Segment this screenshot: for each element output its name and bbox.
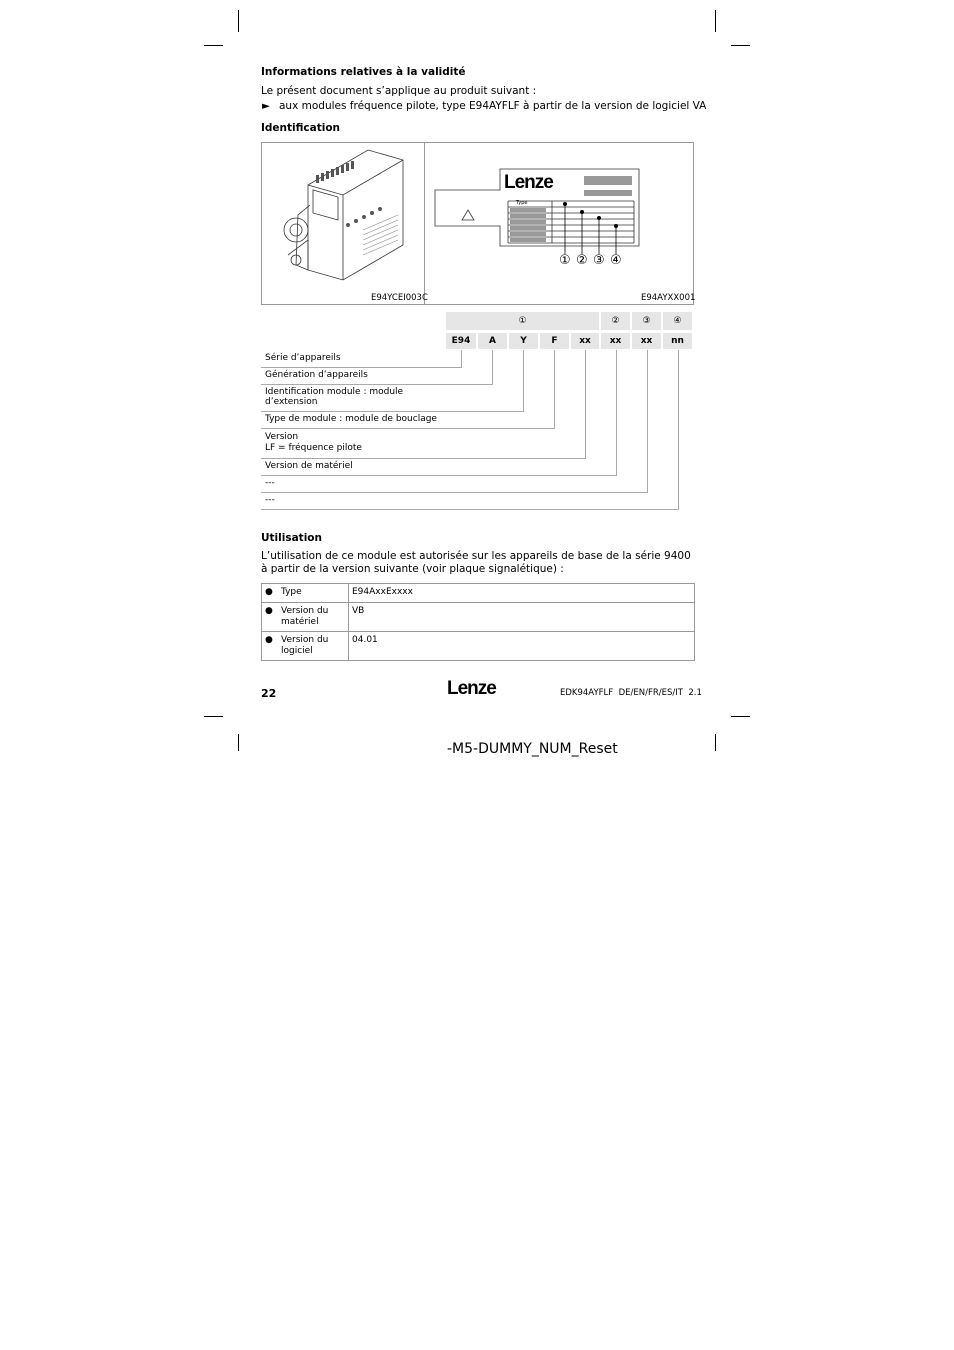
type-code-row-label: Version LF = fréquence pilote [265, 432, 362, 453]
type-code-cell: E94 [446, 333, 476, 349]
usage-table [261, 583, 695, 661]
crop-mark [715, 734, 716, 751]
type-code-cell: xx [571, 333, 599, 349]
footer-logo: Lenze [447, 678, 496, 699]
usage-heading: Utilisation [261, 532, 322, 544]
type-code-row-label: Génération d’appareils [265, 370, 368, 380]
type-code-cell: xx [632, 333, 661, 349]
type-code-cell: A [478, 333, 507, 349]
callout-2: ② [576, 253, 588, 268]
type-code-cell: xx [601, 333, 630, 349]
nameplate-logo: Lenze [504, 172, 553, 193]
callout-3: ③ [593, 253, 605, 268]
crop-mark [204, 45, 223, 46]
type-code-row-label: Type de module : module de bouclage [265, 414, 437, 424]
usage-label: Version du logiciel [281, 635, 329, 656]
type-code-row-label: Identification module : module d’extension [265, 387, 404, 407]
left-figure-code: E94YCEI003C [371, 293, 428, 303]
usage-label-cell: ● Version du logiciel [262, 632, 349, 661]
identification-heading: Identification [261, 122, 341, 134]
type-code-row-label: --- [265, 478, 275, 488]
table-row [262, 603, 695, 632]
crop-mark [238, 734, 239, 751]
type-code-group-1: ① [446, 312, 599, 330]
bullet-arrow: ► [262, 100, 271, 112]
type-code-group-4: ④ [663, 312, 692, 330]
doc-code: EDK94AYFLF DE/EN/FR/ES/IT 2.1 [560, 688, 702, 698]
module-illustration [268, 145, 420, 293]
right-figure-code: E94AYXX001 [641, 293, 696, 303]
crop-mark [731, 716, 750, 717]
type-code-row-label: --- [265, 495, 275, 505]
usage-label-cell: ● Version du matériel [262, 603, 349, 632]
usage-text: L’utilisation de ce module est autorisée sur les appareils de base de la série 9400 à partir de la version suivante (voir plaque signalétique) : [261, 550, 691, 575]
usage-label: Version du matériel [281, 606, 329, 627]
type-code-group-3: ③ [632, 312, 661, 330]
callout-1: ① [559, 253, 571, 268]
crop-mark [238, 10, 239, 32]
validity-bullet: aux modules fréquence pilote, type E94AYFLF à partir de la version de logiciel VA [279, 100, 707, 112]
crop-mark [731, 45, 750, 46]
table-row [262, 584, 695, 603]
page-number: 22 [261, 687, 277, 700]
crop-mark [204, 716, 223, 717]
type-code-cell: F [540, 333, 569, 349]
nameplate-type-label: Type [516, 200, 528, 206]
dummy-label: -M5-DUMMY_NUM_Reset [447, 741, 618, 757]
type-code-row-label: Version de matériel [265, 461, 353, 471]
usage-value: VB [349, 603, 695, 632]
table-row [262, 632, 695, 661]
type-code-row-label: Série d’appareils [265, 353, 341, 363]
usage-label: Type [281, 587, 302, 597]
usage-value: 04.01 [349, 632, 695, 661]
usage-label-cell: ● Type [262, 584, 349, 603]
callout-4: ④ [610, 253, 622, 268]
validity-heading: Informations relatives à la validité [261, 66, 466, 78]
type-code-cell: nn [663, 333, 692, 349]
crop-mark [715, 10, 716, 32]
type-code-group-2: ② [601, 312, 630, 330]
usage-value: E94AxxExxxx [349, 584, 695, 603]
type-code-cell: Y [509, 333, 538, 349]
validity-intro: Le présent document s’applique au produit suivant : [261, 85, 537, 97]
